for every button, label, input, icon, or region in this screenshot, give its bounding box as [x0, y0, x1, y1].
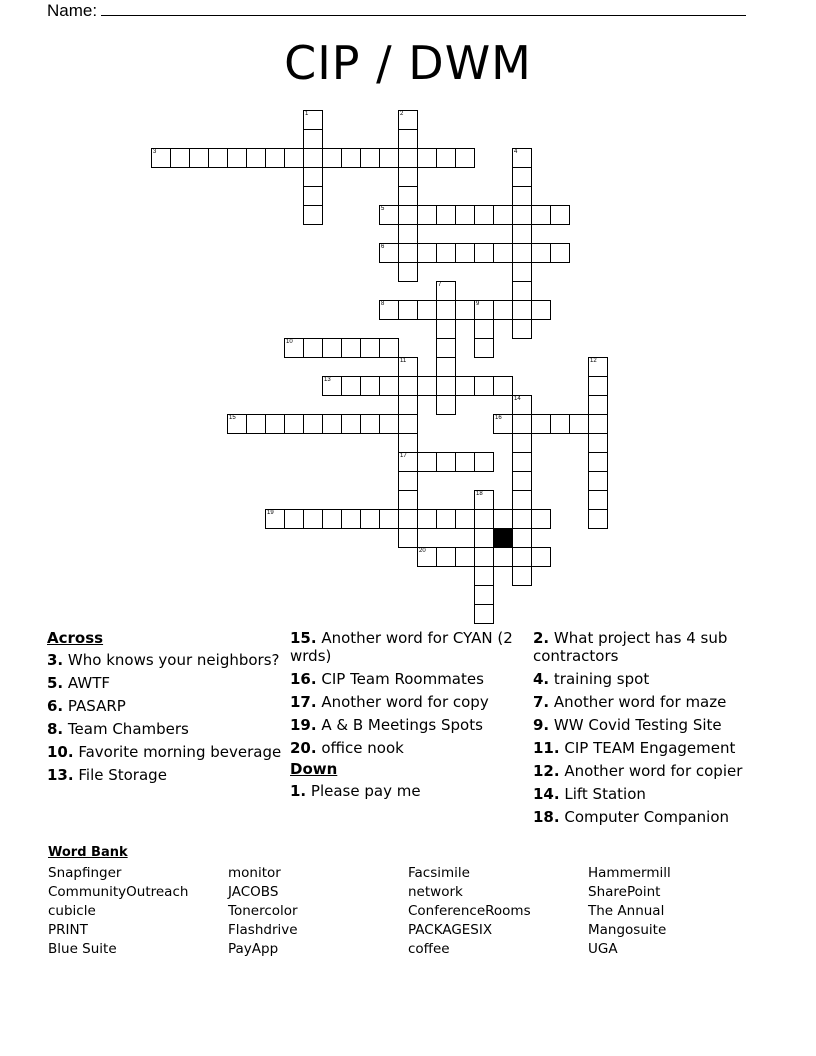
clues-column-2 [290, 629, 530, 805]
grid-cell[interactable] [512, 490, 532, 510]
clue-text: training spot [553, 670, 650, 688]
clue-number: 5. [47, 674, 64, 692]
grid-cell[interactable] [379, 414, 399, 434]
word-bank-item: UGA [588, 941, 618, 957]
grid-cell[interactable] [493, 414, 513, 434]
clue [533, 693, 773, 711]
word-bank-column [408, 864, 531, 959]
name-line[interactable] [101, 0, 746, 16]
grid-cell[interactable] [455, 509, 475, 529]
word-bank-item: Mangosuite [588, 922, 667, 938]
grid-cell[interactable] [398, 148, 418, 168]
clue-number: 2. [533, 629, 550, 647]
grid-cell[interactable] [474, 547, 494, 567]
grid-cell[interactable] [303, 205, 323, 225]
word-bank-item: coffee [408, 941, 450, 957]
word-bank-item: ConferenceRooms [408, 903, 531, 919]
grid-cell[interactable] [360, 376, 380, 396]
clue [533, 739, 773, 757]
word-bank-item: Tonercolor [228, 903, 298, 919]
page-title: CIP / DWM [284, 36, 532, 90]
grid-cell[interactable] [512, 167, 532, 187]
clue [47, 674, 287, 692]
clue-text: File Storage [78, 766, 167, 784]
clue-number: 3. [47, 651, 64, 669]
grid-cell[interactable] [398, 300, 418, 320]
clue-number: 11. [533, 739, 560, 757]
clue-number: 8 [381, 301, 385, 307]
clue-number: 16 [495, 415, 502, 421]
grid-cell[interactable] [493, 243, 513, 263]
clue-text: CIP TEAM Engagement [564, 739, 736, 757]
grid-cell[interactable] [512, 395, 532, 415]
word-bank-item: cubicle [48, 903, 96, 919]
clue [290, 670, 530, 688]
grid-cell[interactable] [398, 452, 418, 472]
clue-number: 5 [381, 206, 385, 212]
word-bank-column [588, 864, 671, 959]
grid-cell[interactable] [455, 205, 475, 225]
word-bank-item: SharePoint [588, 884, 661, 900]
grid-cell[interactable] [417, 148, 437, 168]
grid-cell[interactable] [417, 509, 437, 529]
grid-cell[interactable] [322, 148, 342, 168]
grid-cell[interactable] [512, 319, 532, 339]
grid-cell[interactable] [455, 376, 475, 396]
grid-cell[interactable] [398, 205, 418, 225]
grid-cell[interactable] [360, 414, 380, 434]
word-bank-item: monitor [228, 865, 281, 881]
black-cell [493, 528, 513, 548]
grid-cell[interactable] [322, 414, 342, 434]
grid-cell[interactable] [512, 281, 532, 301]
clue [290, 739, 530, 757]
clue-text: A & B Meetings Spots [321, 716, 483, 734]
grid-cell[interactable] [588, 452, 608, 472]
clue-number: 17 [400, 453, 407, 459]
grid-cell[interactable] [398, 110, 418, 130]
clue-number: 6 [381, 244, 385, 250]
grid-cell[interactable] [474, 490, 494, 510]
grid-cell[interactable] [588, 395, 608, 415]
grid-cell[interactable] [265, 509, 285, 529]
clue-text: What project has 4 sub contractors [533, 629, 728, 665]
grid-cell[interactable] [512, 243, 532, 263]
grid-cell[interactable] [512, 471, 532, 491]
grid-cell[interactable] [436, 395, 456, 415]
clue-number: 1. [290, 782, 307, 800]
grid-cell[interactable] [284, 414, 304, 434]
grid-cell[interactable] [265, 148, 285, 168]
grid-cell[interactable] [493, 376, 513, 396]
grid-cell[interactable] [189, 148, 209, 168]
word-bank-item: PayApp [228, 941, 279, 957]
grid-cell[interactable] [436, 300, 456, 320]
clue-number: 15. [290, 629, 317, 647]
grid-cell[interactable] [379, 509, 399, 529]
grid-cell[interactable] [493, 300, 513, 320]
word-bank-item: network [408, 884, 463, 900]
clue-number: 12. [533, 762, 560, 780]
grid-cell[interactable] [398, 186, 418, 206]
down-heading: Down [290, 760, 338, 778]
grid-cell[interactable] [474, 319, 494, 339]
grid-cell[interactable] [588, 433, 608, 453]
grid-cell[interactable] [512, 566, 532, 586]
grid-cell[interactable] [588, 357, 608, 377]
grid-cell[interactable] [512, 414, 532, 434]
grid-cell[interactable] [436, 509, 456, 529]
clue [533, 670, 773, 688]
grid-cell[interactable] [531, 547, 551, 567]
grid-cell[interactable] [531, 243, 551, 263]
grid-cell[interactable] [360, 338, 380, 358]
clue-number: 6. [47, 697, 64, 715]
grid-cell[interactable] [398, 262, 418, 282]
grid-cell[interactable] [341, 509, 361, 529]
grid-cell[interactable] [474, 205, 494, 225]
clue-text: Computer Companion [564, 808, 730, 826]
clue [533, 808, 773, 826]
grid-cell[interactable] [379, 338, 399, 358]
grid-cell[interactable] [246, 414, 266, 434]
word-bank-item: PRINT [48, 922, 88, 938]
grid-cell[interactable] [531, 205, 551, 225]
word-bank-title: Word Bank [48, 845, 128, 860]
clue-number: 20 [419, 548, 426, 554]
clues-column-1 [47, 629, 287, 789]
grid-cell[interactable] [303, 110, 323, 130]
clue [290, 782, 530, 800]
grid-cell[interactable] [512, 224, 532, 244]
grid-cell[interactable] [550, 414, 570, 434]
word-bank-item: Facsimile [408, 865, 470, 881]
grid-cell[interactable] [265, 414, 285, 434]
grid-cell[interactable] [151, 148, 171, 168]
word-bank-item: The Annual [588, 903, 665, 919]
grid-cell[interactable] [398, 414, 418, 434]
clue-number: 14 [514, 396, 521, 402]
word-bank-column [228, 864, 298, 959]
grid-cell[interactable] [512, 528, 532, 548]
grid-cell[interactable] [436, 243, 456, 263]
grid-cell[interactable] [341, 338, 361, 358]
grid-cell[interactable] [569, 414, 589, 434]
grid-cell[interactable] [398, 490, 418, 510]
grid-cell[interactable] [379, 376, 399, 396]
clue-text: Another word for copier [564, 762, 743, 780]
clue [47, 697, 287, 715]
grid-cell[interactable] [436, 148, 456, 168]
grid-cell[interactable] [322, 376, 342, 396]
clue [290, 629, 530, 665]
grid-cell[interactable] [417, 205, 437, 225]
clue-number: 14. [533, 785, 560, 803]
grid-cell[interactable] [398, 243, 418, 263]
grid-cell[interactable] [512, 205, 532, 225]
word-bank-column [48, 864, 188, 959]
grid-cell[interactable] [493, 509, 513, 529]
clue-number: 2 [400, 111, 404, 117]
grid-cell[interactable] [474, 338, 494, 358]
clue-number: 7 [438, 282, 442, 288]
grid-cell[interactable] [398, 167, 418, 187]
grid-cell[interactable] [455, 148, 475, 168]
grid-cell[interactable] [531, 509, 551, 529]
clue-text: Lift Station [564, 785, 646, 803]
grid-cell[interactable] [398, 376, 418, 396]
grid-cell[interactable] [512, 547, 532, 567]
grid-cell[interactable] [303, 186, 323, 206]
grid-cell[interactable] [588, 471, 608, 491]
grid-cell[interactable] [284, 509, 304, 529]
clue-number: 19. [290, 716, 317, 734]
grid-cell[interactable] [474, 300, 494, 320]
grid-cell[interactable] [531, 300, 551, 320]
clue-number: 20. [290, 739, 317, 757]
grid-cell[interactable] [417, 300, 437, 320]
grid-cell[interactable] [341, 148, 361, 168]
grid-cell[interactable] [227, 148, 247, 168]
clue-number: 4. [533, 670, 550, 688]
name-label: Name: [47, 1, 98, 20]
grid-cell[interactable] [398, 357, 418, 377]
grid-cell[interactable] [341, 414, 361, 434]
grid-cell[interactable] [227, 414, 247, 434]
grid-cell[interactable] [493, 205, 513, 225]
grid-cell[interactable] [360, 148, 380, 168]
clue-text: office nook [321, 739, 404, 757]
clue-number: 12 [590, 358, 597, 364]
grid-cell[interactable] [550, 205, 570, 225]
grid-cell[interactable] [436, 338, 456, 358]
grid-cell[interactable] [512, 148, 532, 168]
grid-cell[interactable] [303, 338, 323, 358]
clue-number: 10. [47, 743, 74, 761]
grid-cell[interactable] [170, 148, 190, 168]
clue-text: Who knows your neighbors? [67, 651, 280, 669]
grid-cell[interactable] [512, 509, 532, 529]
grid-cell[interactable] [379, 148, 399, 168]
grid-cell[interactable] [588, 376, 608, 396]
clue-number: 15 [229, 415, 236, 421]
word-bank-item: Snapfinger [48, 865, 122, 881]
grid-cell[interactable] [512, 452, 532, 472]
grid-cell[interactable] [436, 205, 456, 225]
clue-number: 7. [533, 693, 550, 711]
clue-text: Another word for maze [553, 693, 727, 711]
grid-cell[interactable] [208, 148, 228, 168]
clue-text: PASARP [67, 697, 126, 715]
grid-cell[interactable] [417, 376, 437, 396]
grid-cell[interactable] [550, 243, 570, 263]
word-bank-item: Blue Suite [48, 941, 117, 957]
word-bank-item: Flashdrive [228, 922, 298, 938]
clue-text: Please pay me [310, 782, 421, 800]
grid-cell[interactable] [398, 395, 418, 415]
grid-cell[interactable] [436, 376, 456, 396]
grid-cell[interactable] [474, 585, 494, 605]
word-bank-item: CommunityOutreach [48, 884, 189, 900]
grid-cell[interactable] [303, 509, 323, 529]
grid-cell[interactable] [303, 414, 323, 434]
grid-cell[interactable] [512, 186, 532, 206]
grid-cell[interactable] [322, 509, 342, 529]
clue-text: Another word for copy [321, 693, 489, 711]
clue-number: 9 [476, 301, 480, 307]
grid-cell[interactable] [322, 338, 342, 358]
clue [47, 720, 287, 738]
grid-cell[interactable] [588, 414, 608, 434]
clue-text: AWTF [67, 674, 110, 692]
word-bank-item: JACOBS [228, 884, 279, 900]
clue-number: 13 [324, 377, 331, 383]
grid-cell[interactable] [512, 433, 532, 453]
grid-cell[interactable] [588, 490, 608, 510]
clue-number: 8. [47, 720, 64, 738]
grid-cell[interactable] [455, 243, 475, 263]
clue [47, 743, 287, 761]
grid-cell[interactable] [588, 509, 608, 529]
clue-text: WW Covid Testing Site [553, 716, 722, 734]
grid-cell[interactable] [474, 566, 494, 586]
grid-cell[interactable] [417, 547, 437, 567]
grid-cell[interactable] [303, 167, 323, 187]
grid-cell[interactable] [398, 129, 418, 149]
clue [533, 716, 773, 734]
clue-number: 4 [514, 149, 518, 155]
grid-cell[interactable] [379, 205, 399, 225]
name-field[interactable] [47, 0, 746, 21]
grid-cell[interactable] [398, 471, 418, 491]
word-bank-item: PACKAGESIX [408, 922, 493, 938]
clue-number: 18. [533, 808, 560, 826]
clue [290, 693, 530, 711]
grid-cell[interactable] [512, 300, 532, 320]
grid-cell[interactable] [474, 528, 494, 548]
clue-number: 9. [533, 716, 550, 734]
grid-cell[interactable] [474, 452, 494, 472]
clues-column-3 [533, 629, 773, 831]
grid-cell[interactable] [398, 224, 418, 244]
clue-number: 19 [267, 510, 274, 516]
grid-cell[interactable] [246, 148, 266, 168]
grid-cell[interactable] [474, 509, 494, 529]
grid-cell[interactable] [512, 262, 532, 282]
clue-number: 3 [153, 149, 157, 155]
grid-cell[interactable] [474, 243, 494, 263]
clue [533, 785, 773, 803]
grid-cell[interactable] [341, 376, 361, 396]
clue-text: Another word for CYAN (2 wrds) [290, 629, 513, 665]
clue [47, 651, 287, 669]
grid-cell[interactable] [455, 300, 475, 320]
clue [533, 629, 773, 665]
grid-cell[interactable] [455, 547, 475, 567]
clue-number: 13. [47, 766, 74, 784]
grid-cell[interactable] [284, 148, 304, 168]
grid-cell[interactable] [417, 243, 437, 263]
grid-cell[interactable] [455, 452, 475, 472]
clue [47, 766, 287, 784]
clue-number: 10 [286, 339, 293, 345]
grid-cell[interactable] [436, 357, 456, 377]
clue-text: Team Chambers [67, 720, 189, 738]
grid-cell[interactable] [303, 129, 323, 149]
grid-cell[interactable] [379, 243, 399, 263]
clue-text: CIP Team Roommates [321, 670, 484, 688]
grid-cell[interactable] [360, 509, 380, 529]
grid-cell[interactable] [398, 433, 418, 453]
clue-number: 1 [305, 111, 309, 117]
grid-cell[interactable] [474, 376, 494, 396]
clue-number: 18 [476, 491, 483, 497]
grid-cell[interactable] [436, 281, 456, 301]
grid-cell[interactable] [436, 319, 456, 339]
clue-number: 17. [290, 693, 317, 711]
grid-cell[interactable] [531, 414, 551, 434]
clue-text: Favorite morning beverage [78, 743, 282, 761]
word-bank-item: Hammermill [588, 865, 671, 881]
grid-cell[interactable] [474, 604, 494, 624]
grid-cell[interactable] [398, 528, 418, 548]
clue-number: 16. [290, 670, 317, 688]
grid-cell[interactable] [436, 452, 456, 472]
across-heading: Across [47, 629, 104, 647]
grid-cell[interactable] [284, 338, 304, 358]
grid-cell[interactable] [379, 300, 399, 320]
clue-number: 11 [400, 358, 407, 364]
grid-cell[interactable] [398, 509, 418, 529]
grid-cell[interactable] [436, 547, 456, 567]
clue [533, 762, 773, 780]
grid-cell[interactable] [417, 452, 437, 472]
grid-cell[interactable] [303, 148, 323, 168]
clue [290, 716, 530, 734]
grid-cell[interactable] [493, 547, 513, 567]
